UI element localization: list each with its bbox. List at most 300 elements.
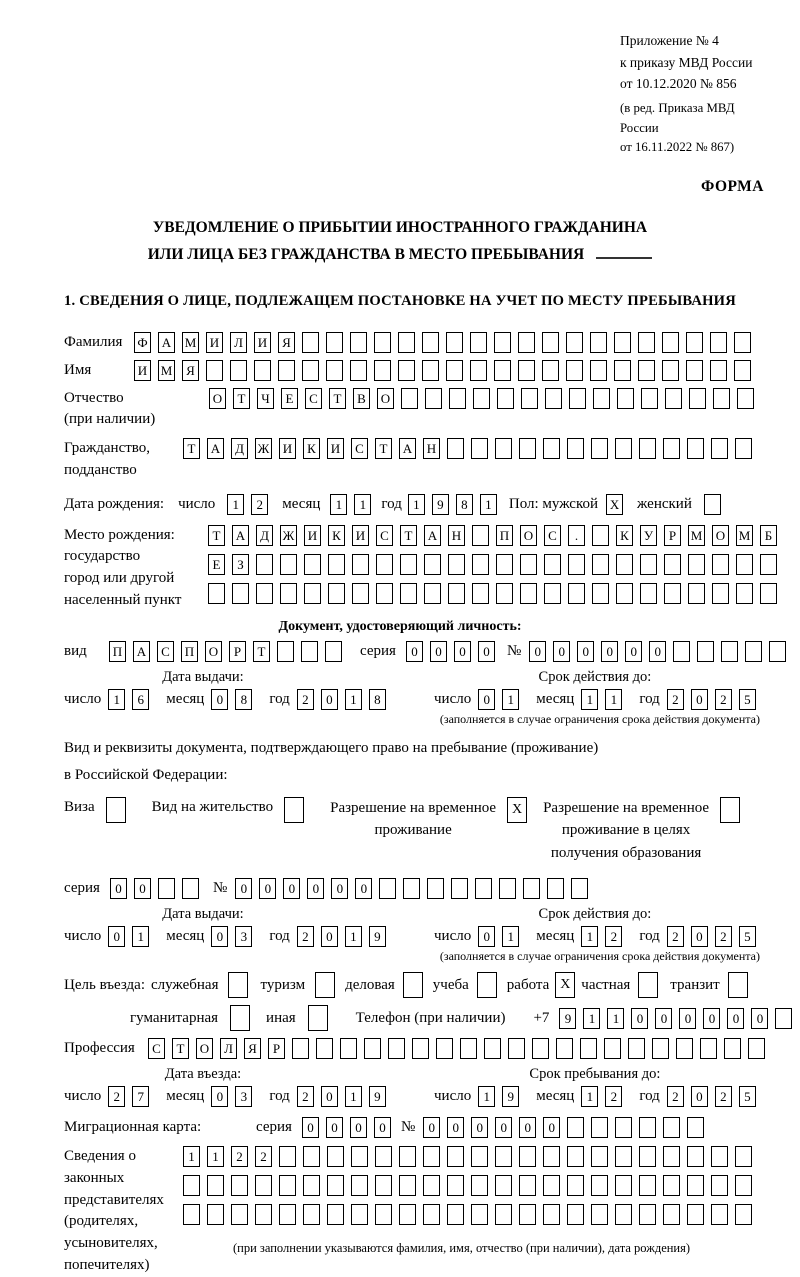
char-cell[interactable]: 1	[583, 1008, 600, 1029]
char-cell[interactable]	[447, 1146, 464, 1167]
char-cell[interactable]	[303, 1175, 320, 1196]
char-cell[interactable]	[687, 1175, 704, 1196]
char-cell[interactable]	[663, 1175, 680, 1196]
char-cell[interactable]: X	[606, 494, 623, 515]
char-cell[interactable]: 2	[715, 689, 732, 710]
char-cell[interactable]: Ж	[280, 525, 297, 546]
char-cell[interactable]	[673, 641, 690, 662]
char-cell[interactable]	[712, 554, 729, 575]
char-cell[interactable]: Р	[229, 641, 246, 662]
char-cell[interactable]	[422, 360, 439, 381]
char-cell[interactable]: 3	[235, 926, 252, 947]
char-cell[interactable]: 0	[350, 1117, 367, 1138]
char-cell[interactable]	[328, 583, 345, 604]
char-cell[interactable]: 9	[559, 1008, 576, 1029]
char-cell[interactable]: 0	[691, 1086, 708, 1107]
char-cell[interactable]	[662, 332, 679, 353]
char-cell[interactable]	[508, 1038, 525, 1059]
char-cell[interactable]	[280, 554, 297, 575]
char-cell[interactable]	[315, 972, 335, 998]
char-cell[interactable]	[207, 1204, 224, 1225]
char-cell[interactable]: X	[507, 797, 527, 823]
char-cell[interactable]: 0	[703, 1008, 720, 1029]
char-cell[interactable]: 2	[231, 1146, 248, 1167]
char-cell[interactable]: И	[254, 332, 271, 353]
char-cell[interactable]	[664, 554, 681, 575]
char-cell[interactable]: И	[304, 525, 321, 546]
char-cell[interactable]	[399, 1146, 416, 1167]
char-cell[interactable]	[735, 1175, 752, 1196]
char-cell[interactable]	[472, 525, 489, 546]
char-cell[interactable]	[470, 360, 487, 381]
char-cell[interactable]	[591, 1146, 608, 1167]
char-cell[interactable]: 0	[307, 878, 324, 899]
char-cell[interactable]	[350, 360, 367, 381]
char-cell[interactable]	[639, 1204, 656, 1225]
char-cell[interactable]: Т	[183, 438, 200, 459]
char-cell[interactable]	[616, 554, 633, 575]
char-cell[interactable]: Р	[664, 525, 681, 546]
char-cell[interactable]: 8	[235, 689, 252, 710]
char-cell[interactable]: 2	[297, 1086, 314, 1107]
char-cell[interactable]	[735, 1204, 752, 1225]
char-cell[interactable]	[379, 878, 396, 899]
char-cell[interactable]: 0	[691, 926, 708, 947]
char-cell[interactable]: 2	[715, 1086, 732, 1107]
char-cell[interactable]	[497, 388, 514, 409]
char-cell[interactable]: Т	[172, 1038, 189, 1059]
char-cell[interactable]: 0	[355, 878, 372, 899]
char-cell[interactable]	[663, 1146, 680, 1167]
char-cell[interactable]: 9	[369, 1086, 386, 1107]
char-cell[interactable]: 1	[502, 689, 519, 710]
char-cell[interactable]	[735, 438, 752, 459]
char-cell[interactable]	[592, 554, 609, 575]
char-cell[interactable]: 0	[655, 1008, 672, 1029]
char-cell[interactable]	[398, 332, 415, 353]
char-cell[interactable]	[734, 332, 751, 353]
char-cell[interactable]	[775, 1008, 792, 1029]
char-cell[interactable]	[401, 388, 418, 409]
char-cell[interactable]: 1	[227, 494, 244, 515]
char-cell[interactable]	[638, 360, 655, 381]
char-cell[interactable]	[301, 641, 318, 662]
char-cell[interactable]	[446, 360, 463, 381]
char-cell[interactable]	[590, 332, 607, 353]
char-cell[interactable]	[591, 438, 608, 459]
char-cell[interactable]: А	[232, 525, 249, 546]
char-cell[interactable]	[615, 1117, 632, 1138]
char-cell[interactable]: 0	[326, 1117, 343, 1138]
char-cell[interactable]: .	[568, 525, 585, 546]
char-cell[interactable]: Ф	[134, 332, 151, 353]
char-cell[interactable]	[376, 554, 393, 575]
char-cell[interactable]	[451, 878, 468, 899]
char-cell[interactable]: 0	[471, 1117, 488, 1138]
char-cell[interactable]: 1	[408, 494, 425, 515]
char-cell[interactable]	[735, 1146, 752, 1167]
char-cell[interactable]	[687, 1146, 704, 1167]
char-cell[interactable]	[567, 1204, 584, 1225]
char-cell[interactable]: Е	[281, 388, 298, 409]
char-cell[interactable]	[230, 360, 247, 381]
char-cell[interactable]	[471, 1146, 488, 1167]
char-cell[interactable]: 0	[331, 878, 348, 899]
char-cell[interactable]	[400, 554, 417, 575]
char-cell[interactable]	[592, 583, 609, 604]
char-cell[interactable]	[292, 1038, 309, 1059]
char-cell[interactable]: О	[196, 1038, 213, 1059]
char-cell[interactable]	[423, 1175, 440, 1196]
char-cell[interactable]	[494, 360, 511, 381]
char-cell[interactable]: М	[688, 525, 705, 546]
char-cell[interactable]	[374, 332, 391, 353]
char-cell[interactable]: 2	[108, 1086, 125, 1107]
char-cell[interactable]: 0	[691, 689, 708, 710]
char-cell[interactable]: 2	[667, 689, 684, 710]
char-cell[interactable]	[639, 1117, 656, 1138]
char-cell[interactable]	[567, 1175, 584, 1196]
char-cell[interactable]	[376, 583, 393, 604]
char-cell[interactable]	[518, 332, 535, 353]
char-cell[interactable]: 0	[625, 641, 642, 662]
char-cell[interactable]	[303, 1204, 320, 1225]
char-cell[interactable]	[662, 360, 679, 381]
char-cell[interactable]	[279, 1175, 296, 1196]
char-cell[interactable]	[477, 972, 497, 998]
char-cell[interactable]: К	[328, 525, 345, 546]
char-cell[interactable]	[484, 1038, 501, 1059]
char-cell[interactable]	[523, 878, 540, 899]
char-cell[interactable]	[710, 360, 727, 381]
char-cell[interactable]: У	[640, 525, 657, 546]
char-cell[interactable]	[544, 554, 561, 575]
char-cell[interactable]: 0	[235, 878, 252, 899]
char-cell[interactable]	[593, 388, 610, 409]
char-cell[interactable]	[686, 332, 703, 353]
char-cell[interactable]	[327, 1204, 344, 1225]
char-cell[interactable]	[615, 1204, 632, 1225]
char-cell[interactable]	[639, 1146, 656, 1167]
char-cell[interactable]	[567, 1117, 584, 1138]
char-cell[interactable]	[327, 1175, 344, 1196]
char-cell[interactable]	[745, 641, 762, 662]
char-cell[interactable]: 0	[302, 1117, 319, 1138]
char-cell[interactable]	[423, 1146, 440, 1167]
char-cell[interactable]	[158, 878, 175, 899]
char-cell[interactable]: А	[158, 332, 175, 353]
char-cell[interactable]	[686, 360, 703, 381]
char-cell[interactable]	[532, 1038, 549, 1059]
char-cell[interactable]	[543, 1146, 560, 1167]
char-cell[interactable]: 0	[430, 641, 447, 662]
char-cell[interactable]	[403, 972, 423, 998]
char-cell[interactable]	[400, 583, 417, 604]
char-cell[interactable]	[352, 583, 369, 604]
char-cell[interactable]: 2	[251, 494, 268, 515]
char-cell[interactable]	[207, 1175, 224, 1196]
char-cell[interactable]	[495, 438, 512, 459]
char-cell[interactable]: 0	[751, 1008, 768, 1029]
char-cell[interactable]: И	[352, 525, 369, 546]
char-cell[interactable]: И	[279, 438, 296, 459]
char-cell[interactable]: 2	[667, 926, 684, 947]
char-cell[interactable]	[423, 1204, 440, 1225]
char-cell[interactable]: П	[496, 525, 513, 546]
char-cell[interactable]	[351, 1146, 368, 1167]
char-cell[interactable]: 6	[132, 689, 149, 710]
char-cell[interactable]: О	[209, 388, 226, 409]
char-cell[interactable]	[471, 438, 488, 459]
char-cell[interactable]: Т	[253, 641, 270, 662]
char-cell[interactable]	[327, 1146, 344, 1167]
char-cell[interactable]: 1	[330, 494, 347, 515]
char-cell[interactable]	[721, 641, 738, 662]
char-cell[interactable]	[494, 332, 511, 353]
char-cell[interactable]	[736, 583, 753, 604]
char-cell[interactable]	[374, 360, 391, 381]
char-cell[interactable]: П	[109, 641, 126, 662]
char-cell[interactable]: К	[616, 525, 633, 546]
char-cell[interactable]: 0	[321, 1086, 338, 1107]
char-cell[interactable]: А	[424, 525, 441, 546]
char-cell[interactable]: Ч	[257, 388, 274, 409]
char-cell[interactable]: 8	[456, 494, 473, 515]
char-cell[interactable]	[182, 878, 199, 899]
char-cell[interactable]	[284, 797, 304, 823]
char-cell[interactable]: 0	[529, 641, 546, 662]
char-cell[interactable]	[446, 332, 463, 353]
char-cell[interactable]: 5	[739, 1086, 756, 1107]
char-cell[interactable]	[351, 1175, 368, 1196]
char-cell[interactable]	[448, 583, 465, 604]
char-cell[interactable]	[280, 583, 297, 604]
char-cell[interactable]: Т	[375, 438, 392, 459]
char-cell[interactable]	[472, 583, 489, 604]
char-cell[interactable]	[228, 972, 248, 998]
char-cell[interactable]	[256, 554, 273, 575]
char-cell[interactable]	[206, 360, 223, 381]
char-cell[interactable]	[604, 1038, 621, 1059]
char-cell[interactable]	[326, 360, 343, 381]
char-cell[interactable]	[255, 1175, 272, 1196]
char-cell[interactable]	[688, 583, 705, 604]
char-cell[interactable]	[567, 438, 584, 459]
char-cell[interactable]: Л	[230, 332, 247, 353]
char-cell[interactable]	[448, 554, 465, 575]
char-cell[interactable]	[303, 1146, 320, 1167]
char-cell[interactable]	[519, 1204, 536, 1225]
char-cell[interactable]: Д	[231, 438, 248, 459]
char-cell[interactable]	[639, 438, 656, 459]
char-cell[interactable]: 1	[607, 1008, 624, 1029]
char-cell[interactable]	[325, 641, 342, 662]
char-cell[interactable]	[697, 641, 714, 662]
char-cell[interactable]: А	[133, 641, 150, 662]
char-cell[interactable]	[566, 360, 583, 381]
char-cell[interactable]	[748, 1038, 765, 1059]
char-cell[interactable]	[688, 554, 705, 575]
char-cell[interactable]	[728, 972, 748, 998]
char-cell[interactable]: Т	[208, 525, 225, 546]
char-cell[interactable]	[704, 494, 721, 515]
char-cell[interactable]: О	[377, 388, 394, 409]
char-cell[interactable]	[425, 388, 442, 409]
char-cell[interactable]: 0	[259, 878, 276, 899]
char-cell[interactable]: 1	[345, 1086, 362, 1107]
char-cell[interactable]: 1	[581, 689, 598, 710]
char-cell[interactable]	[542, 360, 559, 381]
char-cell[interactable]: 0	[108, 926, 125, 947]
char-cell[interactable]: 0	[447, 1117, 464, 1138]
char-cell[interactable]	[734, 360, 751, 381]
char-cell[interactable]: Л	[220, 1038, 237, 1059]
char-cell[interactable]	[375, 1175, 392, 1196]
char-cell[interactable]	[544, 583, 561, 604]
char-cell[interactable]	[427, 878, 444, 899]
char-cell[interactable]: 1	[345, 926, 362, 947]
char-cell[interactable]	[316, 1038, 333, 1059]
char-cell[interactable]	[304, 583, 321, 604]
char-cell[interactable]	[687, 438, 704, 459]
char-cell[interactable]: Д	[256, 525, 273, 546]
char-cell[interactable]: 0	[601, 641, 618, 662]
char-cell[interactable]: С	[148, 1038, 165, 1059]
char-cell[interactable]	[519, 1175, 536, 1196]
char-cell[interactable]: П	[181, 641, 198, 662]
char-cell[interactable]	[663, 1117, 680, 1138]
char-cell[interactable]: Б	[760, 525, 777, 546]
char-cell[interactable]: 9	[502, 1086, 519, 1107]
char-cell[interactable]: М	[736, 525, 753, 546]
char-cell[interactable]: 0	[478, 641, 495, 662]
char-cell[interactable]	[711, 1175, 728, 1196]
char-cell[interactable]: Я	[244, 1038, 261, 1059]
char-cell[interactable]	[302, 332, 319, 353]
char-cell[interactable]	[580, 1038, 597, 1059]
char-cell[interactable]	[436, 1038, 453, 1059]
char-cell[interactable]: 2	[297, 689, 314, 710]
char-cell[interactable]	[628, 1038, 645, 1059]
char-cell[interactable]	[302, 360, 319, 381]
char-cell[interactable]: 0	[543, 1117, 560, 1138]
char-cell[interactable]	[543, 438, 560, 459]
char-cell[interactable]: Н	[423, 438, 440, 459]
char-cell[interactable]: 1	[480, 494, 497, 515]
char-cell[interactable]: Н	[448, 525, 465, 546]
char-cell[interactable]	[424, 554, 441, 575]
char-cell[interactable]: 7	[132, 1086, 149, 1107]
char-cell[interactable]: 1	[581, 1086, 598, 1107]
char-cell[interactable]: Т	[329, 388, 346, 409]
char-cell[interactable]: 1	[478, 1086, 495, 1107]
char-cell[interactable]	[279, 1204, 296, 1225]
char-cell[interactable]: 0	[454, 641, 471, 662]
char-cell[interactable]: 1	[207, 1146, 224, 1167]
char-cell[interactable]	[232, 583, 249, 604]
char-cell[interactable]	[375, 1146, 392, 1167]
char-cell[interactable]	[231, 1175, 248, 1196]
char-cell[interactable]	[590, 360, 607, 381]
char-cell[interactable]	[277, 641, 294, 662]
char-cell[interactable]	[760, 554, 777, 575]
char-cell[interactable]	[495, 1175, 512, 1196]
char-cell[interactable]: М	[158, 360, 175, 381]
char-cell[interactable]	[328, 554, 345, 575]
char-cell[interactable]: 0	[519, 1117, 536, 1138]
char-cell[interactable]	[183, 1175, 200, 1196]
char-cell[interactable]	[615, 1146, 632, 1167]
char-cell[interactable]	[712, 583, 729, 604]
char-cell[interactable]: 0	[283, 878, 300, 899]
char-cell[interactable]	[254, 360, 271, 381]
char-cell[interactable]	[471, 1204, 488, 1225]
char-cell[interactable]	[591, 1175, 608, 1196]
char-cell[interactable]	[543, 1204, 560, 1225]
char-cell[interactable]	[471, 1175, 488, 1196]
char-cell[interactable]: Я	[182, 360, 199, 381]
char-cell[interactable]: 0	[679, 1008, 696, 1029]
char-cell[interactable]: 9	[432, 494, 449, 515]
char-cell[interactable]: О	[205, 641, 222, 662]
char-cell[interactable]	[520, 554, 537, 575]
char-cell[interactable]: 1	[183, 1146, 200, 1167]
char-cell[interactable]	[566, 332, 583, 353]
char-cell[interactable]	[447, 1175, 464, 1196]
char-cell[interactable]	[617, 388, 634, 409]
char-cell[interactable]	[614, 332, 631, 353]
char-cell[interactable]: 9	[369, 926, 386, 947]
char-cell[interactable]	[568, 583, 585, 604]
char-cell[interactable]: 0	[478, 926, 495, 947]
char-cell[interactable]	[255, 1204, 272, 1225]
char-cell[interactable]: 1	[502, 926, 519, 947]
char-cell[interactable]	[710, 332, 727, 353]
char-cell[interactable]	[375, 1204, 392, 1225]
char-cell[interactable]	[689, 388, 706, 409]
char-cell[interactable]	[638, 332, 655, 353]
char-cell[interactable]	[475, 878, 492, 899]
char-cell[interactable]	[447, 1204, 464, 1225]
char-cell[interactable]: З	[232, 554, 249, 575]
char-cell[interactable]	[652, 1038, 669, 1059]
char-cell[interactable]	[641, 388, 658, 409]
char-cell[interactable]	[664, 583, 681, 604]
char-cell[interactable]: 2	[715, 926, 732, 947]
char-cell[interactable]	[760, 583, 777, 604]
char-cell[interactable]	[568, 554, 585, 575]
char-cell[interactable]: 0	[211, 1086, 228, 1107]
char-cell[interactable]	[639, 1175, 656, 1196]
char-cell[interactable]: 0	[134, 878, 151, 899]
char-cell[interactable]	[569, 388, 586, 409]
char-cell[interactable]	[547, 878, 564, 899]
char-cell[interactable]: Р	[268, 1038, 285, 1059]
char-cell[interactable]	[499, 878, 516, 899]
char-cell[interactable]	[106, 797, 126, 823]
char-cell[interactable]	[449, 388, 466, 409]
char-cell[interactable]	[567, 1146, 584, 1167]
char-cell[interactable]	[183, 1204, 200, 1225]
char-cell[interactable]	[591, 1117, 608, 1138]
char-cell[interactable]	[388, 1038, 405, 1059]
char-cell[interactable]	[638, 972, 658, 998]
char-cell[interactable]: С	[544, 525, 561, 546]
char-cell[interactable]	[399, 1204, 416, 1225]
char-cell[interactable]: 0	[631, 1008, 648, 1029]
char-cell[interactable]: 0	[321, 689, 338, 710]
char-cell[interactable]: С	[305, 388, 322, 409]
